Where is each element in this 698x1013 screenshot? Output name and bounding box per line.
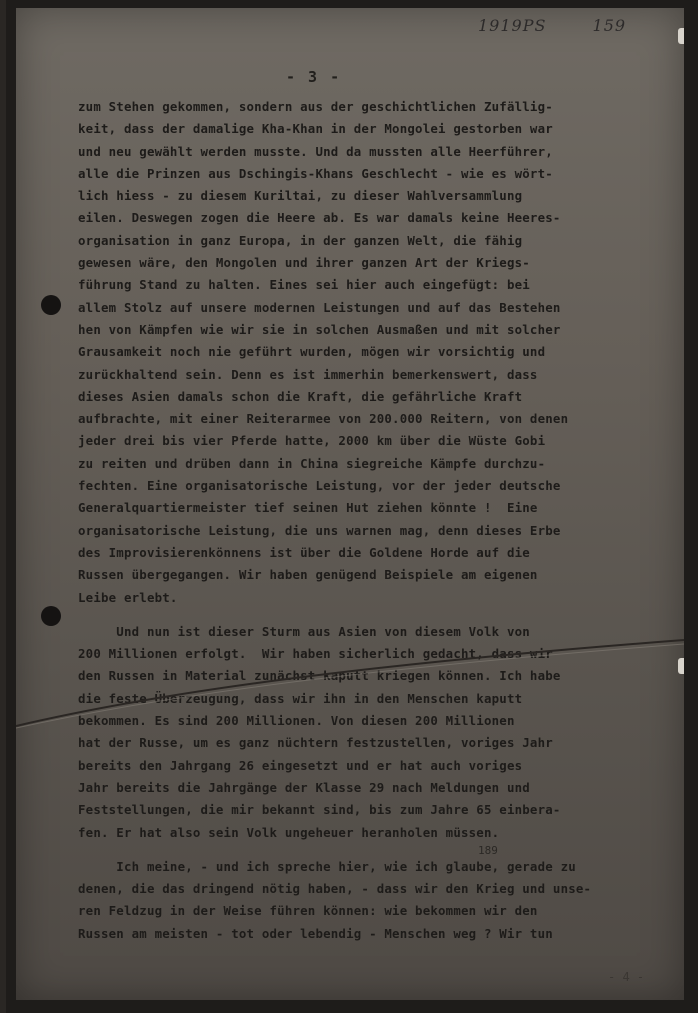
text-line: Feststellungen, die mir bekannt sind, bis zum Jahre 65 einbera- <box>78 802 561 818</box>
paragraph-gap <box>78 844 678 856</box>
handwritten-notes <box>478 16 626 35</box>
text-line: keit, dass der damalige Kha-Khan in der Mongolei gestorben war <box>78 121 553 137</box>
text-line: fen. Er hat also sein Volk ungeheuer heranholen müssen. <box>78 824 500 840</box>
text-line: Und nun ist dieser Sturm aus Asien von diesem Volk von <box>78 623 530 639</box>
text-line: hat der Russe, um es ganz nüchtern festzustellen, voriges Jahr <box>78 735 553 751</box>
text-line: des Improvisierenkönnens ist über die Goldene Horde auf die <box>78 544 530 560</box>
text-line: allem Stolz auf unsere modernen Leistungen und auf das Bestehen <box>78 299 561 315</box>
paragraph <box>78 96 678 609</box>
text-line: die feste Überzeugung, dass wir ihn in den Menschen kaputt <box>78 690 523 706</box>
text-line: ren Feldzug in der Weise führen können: wie bekommen wir den <box>78 903 538 919</box>
tear-line-icon <box>16 628 684 748</box>
text-line: 200 Millionen erfolgt. Wir haben sicherlich gedacht, dass wir <box>78 646 553 662</box>
text-line: und neu gewählt werden musste. Und da mussten alle Heerführer, <box>78 143 553 159</box>
text-line: Russen übergegangen. Wir haben genügend Beispiele am eigenen <box>78 567 538 583</box>
document-body <box>78 96 678 945</box>
text-line: den Russen in Material zunächst kaputt kriegen können. Ich habe <box>78 668 561 684</box>
text-line: aufbrachte, mit einer Reiterarmee von 200.000 Reitern, von denen <box>78 411 569 427</box>
text-line: Leibe erlebt. <box>78 589 178 605</box>
text-line: Grausamkeit noch nie geführt wurden, mögen wir vorsichtig und <box>78 344 546 360</box>
text-line: organisatorische Leistung, die uns warnen mag, denn dieses Erbe <box>78 522 561 538</box>
footer-mark: - 4 - <box>608 970 645 984</box>
text-line: zum Stehen gekommen, sondern aus der geschichtlichen Zufällig- <box>78 99 553 114</box>
paragraph <box>78 856 678 945</box>
text-line: Ich meine, - und ich spreche hier, wie ich glaube, gerade zu <box>78 858 576 874</box>
text-line: zu reiten und drüben dann in China siegreiche Kämpfe durchzu- <box>78 455 546 471</box>
text-line: jeder drei bis vier Pferde hatte, 2000 km über die Wüste Gobi <box>78 433 546 449</box>
text-line: organisation in ganz Europa, in der ganzen Welt, die fähig <box>78 232 523 248</box>
page-notch <box>678 658 684 674</box>
sheet-number: 159 <box>592 16 627 35</box>
text-line: bekommen. Es sind 200 Millionen. Von diesen 200 Millionen <box>78 713 515 729</box>
text-line: hen von Kämpfen wie wir sie in solchen Ausmaßen und mit solcher <box>78 321 561 337</box>
document-page <box>16 8 684 1000</box>
punch-hole-icon <box>41 606 61 626</box>
paragraph-gap <box>78 609 678 621</box>
text-line: dieses Asien damals schon die Kraft, die gefährliche Kraft <box>78 388 523 404</box>
archive-number: 1919PS <box>478 16 547 35</box>
text-line: fechten. Eine organisatorische Leistung, vor der jeder deutsche <box>78 478 561 494</box>
text-line: gewesen wäre, den Mongolen und ihrer ganzen Art der Kriegs- <box>78 255 530 271</box>
stamp-number: 189 <box>478 844 498 857</box>
text-line: zurückhaltend sein. Denn es ist immerhin bemerkenswert, dass <box>78 366 538 382</box>
text-line: Russen am meisten - tot oder lebendig - Menschen weg ? Wir tun <box>78 925 553 941</box>
text-line: lich hiess - zu diesem Kuriltai, zu dieser Wahlversammlung <box>78 188 523 204</box>
scan-edge <box>0 0 6 1013</box>
page-notch <box>678 28 684 44</box>
text-line: bereits den Jahrgang 26 eingesetzt und er hat auch voriges <box>78 757 523 773</box>
punch-hole-icon <box>41 295 61 315</box>
text-line: alle die Prinzen aus Dschingis-Khans Geschlecht - wie es wört- <box>78 165 553 181</box>
text-line: eilen. Deswegen zogen die Heere ab. Es war damals keine Heeres- <box>78 210 561 226</box>
text-line: Jahr bereits die Jahrgänge der Klasse 29 nach Meldungen und <box>78 779 530 795</box>
page-number: - 3 - <box>286 68 342 86</box>
text-line: führung Stand zu halten. Eines sei hier auch eingefügt: bei <box>78 277 530 293</box>
text-line: Generalquartiermeister tief seinen Hut ziehen könnte ! Eine <box>78 500 538 516</box>
text-line: denen, die das dringend nötig haben, - dass wir den Krieg und unse- <box>78 881 592 897</box>
